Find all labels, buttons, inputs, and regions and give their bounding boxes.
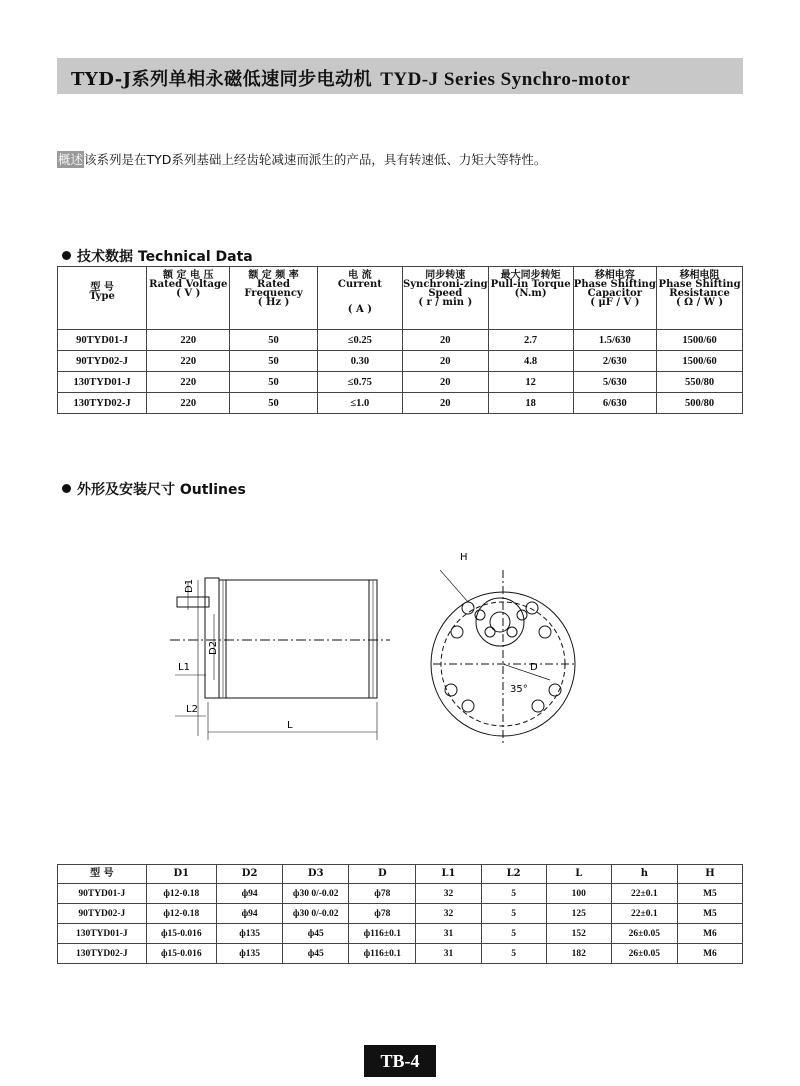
technical-data-table [57, 266, 743, 414]
cell-type: 90TYD02-J [58, 904, 147, 924]
cell-h-lower: 22±0.1 [611, 884, 677, 904]
column-header-type: 型 号 Type [58, 267, 147, 330]
table-header-row [58, 267, 743, 330]
cell-l2: 5 [481, 884, 546, 904]
cell-d1: ф12-0.18 [146, 904, 216, 924]
cell-l2: 5 [481, 924, 546, 944]
overview-paragraph [57, 150, 546, 168]
bullet-icon [62, 484, 71, 493]
table-row [58, 904, 743, 924]
cell-current: 0.30 [317, 351, 402, 372]
column-header-resistance: 移相电阻 Phase Shifting Resistance ( Ω / W ) [657, 267, 743, 330]
cell-voltage: 220 [147, 351, 230, 372]
cell-d2: ф135 [216, 944, 282, 964]
column-header-frequency: 额 定 频 率 Rated Frequency ( Hz ) [230, 267, 318, 330]
cell-h-upper: M6 [677, 924, 742, 944]
cell-l: 100 [546, 884, 611, 904]
title-english: TYD-J Series Synchro-motor [380, 69, 631, 90]
bullet-icon [62, 251, 71, 260]
cell-l1: 32 [416, 884, 481, 904]
cell-torque: 2.7 [488, 330, 573, 351]
cell-torque: 4.8 [488, 351, 573, 372]
cell-type: 90TYD01-J [58, 884, 147, 904]
cell-speed: 20 [402, 351, 488, 372]
cell-type: 130TYD02-J [58, 944, 147, 964]
cell-resistance: 550/80 [657, 372, 743, 393]
label-l: L [287, 720, 293, 731]
cell-torque: 12 [488, 372, 573, 393]
cell-l1: 31 [416, 944, 481, 964]
cell-capacitor: 2/630 [573, 351, 657, 372]
cell-d: ф116±0.1 [349, 944, 416, 964]
cell-type: 130TYD01-J [58, 924, 147, 944]
cell-d1: ф12-0.18 [146, 884, 216, 904]
cell-voltage: 220 [147, 393, 230, 414]
overview-tag: 概述 [58, 152, 84, 167]
column-header-d: D [349, 865, 416, 884]
cell-h-lower: 22±0.1 [611, 904, 677, 924]
table-row [58, 351, 743, 372]
label-d2: D2 [208, 640, 219, 655]
cell-h-upper: M5 [677, 904, 742, 924]
column-header-h-lower: h [611, 865, 677, 884]
cell-d2: ф135 [216, 924, 282, 944]
column-header-l2: L2 [481, 865, 546, 884]
cell-frequency: 50 [230, 372, 318, 393]
label-angle: 35° [510, 684, 528, 695]
cell-l: 182 [546, 944, 611, 964]
cell-resistance: 1500/60 [657, 351, 743, 372]
cell-h-lower: 26±0.05 [611, 924, 677, 944]
cell-capacitor: 5/630 [573, 372, 657, 393]
column-header-type: 型 号 [58, 865, 147, 884]
cell-d1: ф15-0.016 [146, 944, 216, 964]
motor-side-view [170, 578, 390, 740]
cell-d2: ф94 [216, 884, 282, 904]
dimensions-table [57, 864, 743, 964]
column-header-voltage: 额 定 电 压 Rated Voltage ( V ) [147, 267, 230, 330]
table-row [58, 330, 743, 351]
table-header-row [58, 865, 743, 884]
column-header-l1: L1 [416, 865, 481, 884]
cell-type: 130TYD02-J [58, 393, 147, 414]
label-d: D [530, 662, 538, 673]
column-header-speed: 同步转速 Synchroni-zing Speed ( r / min ) [402, 267, 488, 330]
motor-shaft [177, 597, 209, 607]
cell-d: ф78 [349, 884, 416, 904]
cell-h-upper: M5 [677, 884, 742, 904]
cell-speed: 20 [402, 330, 488, 351]
outlines-heading [62, 479, 246, 499]
motor-body [219, 580, 377, 698]
cell-d1: ф15-0.016 [146, 924, 216, 944]
cell-voltage: 220 [147, 330, 230, 351]
cell-h-lower: 26±0.05 [611, 944, 677, 964]
cell-speed: 20 [402, 372, 488, 393]
column-header-h-upper: H [677, 865, 742, 884]
cell-d3: ф30 0/-0.02 [283, 884, 349, 904]
label-l1: L1 [178, 662, 190, 673]
cell-d3: ф45 [283, 944, 349, 964]
motor-front-view [431, 570, 575, 745]
page-title [71, 65, 630, 91]
cell-frequency: 50 [230, 330, 318, 351]
table-row [58, 393, 743, 414]
cell-l: 125 [546, 904, 611, 924]
column-header-d2: D2 [216, 865, 282, 884]
cell-frequency: 50 [230, 351, 318, 372]
technical-heading-text: 技术数据 Technical Data [77, 249, 253, 265]
motor-flange [205, 578, 219, 698]
cell-resistance: 500/80 [657, 393, 743, 414]
cell-capacitor: 6/630 [573, 393, 657, 414]
cell-h-upper: M6 [677, 944, 742, 964]
cell-type: 130TYD01-J [58, 372, 147, 393]
cell-current: ≤1.0 [317, 393, 402, 414]
column-header-capacitor: 移相电容 Phase Shifting Capacitor ( μF / V ) [573, 267, 657, 330]
cell-torque: 18 [488, 393, 573, 414]
outlines-heading-text: 外形及安装尺寸 Outlines [77, 482, 246, 498]
label-d1: D1 [184, 578, 195, 593]
cell-d: ф116±0.1 [349, 924, 416, 944]
cell-l2: 5 [481, 904, 546, 924]
label-l2: L2 [186, 704, 198, 715]
cell-current: ≤0.25 [317, 330, 402, 351]
cell-capacitor: 1.5/630 [573, 330, 657, 351]
cell-d2: ф94 [216, 904, 282, 924]
cell-d3: ф45 [283, 924, 349, 944]
cell-frequency: 50 [230, 393, 318, 414]
column-header-d3: D3 [283, 865, 349, 884]
technical-data-heading [62, 246, 253, 266]
column-header-current: 电 流 Current ( A ) [317, 267, 402, 330]
cell-d3: ф30 0/-0.02 [283, 904, 349, 924]
column-header-d1: D1 [146, 865, 216, 884]
table-row [58, 372, 743, 393]
title-chinese: TYD-J系列单相永磁低速同步电动机 [71, 69, 373, 90]
cell-type: 90TYD01-J [58, 330, 147, 351]
page-number-badge: TB-4 [364, 1045, 436, 1077]
cell-type: 90TYD02-J [58, 351, 147, 372]
cell-current: ≤0.75 [317, 372, 402, 393]
cell-voltage: 220 [147, 372, 230, 393]
cell-l1: 32 [416, 904, 481, 924]
label-h: H [460, 552, 468, 563]
cell-resistance: 1500/60 [657, 330, 743, 351]
cell-l2: 5 [481, 944, 546, 964]
table-row [58, 944, 743, 964]
cell-d: ф78 [349, 904, 416, 924]
header-bar [57, 58, 743, 94]
table-row [58, 884, 743, 904]
cell-speed: 20 [402, 393, 488, 414]
overview-text: 该系列是在TYD系列基础上经齿轮减速而派生的产品，具有转速低、力矩大等特性。 [84, 152, 547, 167]
table-row [58, 924, 743, 944]
column-header-torque: 最大同步转矩 Pull-in Torque (N.m) [488, 267, 573, 330]
column-header-l: L [546, 865, 611, 884]
cell-l: 152 [546, 924, 611, 944]
outline-drawing [150, 540, 610, 760]
cell-l1: 31 [416, 924, 481, 944]
